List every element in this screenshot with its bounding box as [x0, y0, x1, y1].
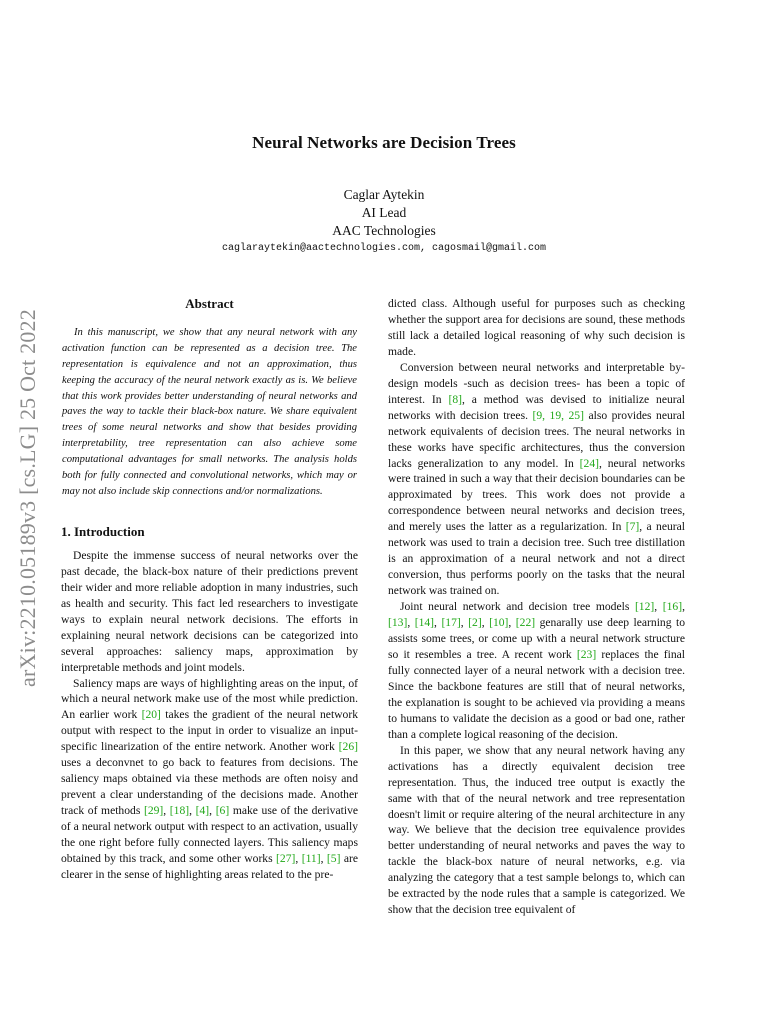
citation-link[interactable]: [10]	[489, 616, 509, 630]
citation-link[interactable]: [8]	[448, 392, 462, 406]
section-heading-introduction: 1. Introduction	[61, 523, 145, 539]
citation-link[interactable]: [4]	[195, 804, 210, 818]
citation-link[interactable]: [26]	[338, 740, 358, 754]
paper-title: Neural Networks are Decision Trees	[252, 133, 516, 152]
citation-link[interactable]: [16]	[662, 600, 683, 614]
citation-link[interactable]: [9, 19, 25]	[532, 408, 584, 422]
intro-paragraph-4: Conversion between neural networks and interpretable by-design models -such as decision trees- has been a topic of interest. In [8], a method was devised to initialize neural networks with decision trees. [9, 19, 25] also provides neural network equivalents of decision trees. The neural networks in these works have specific architectures, thus the conversion lacks generalization to any model. In [24], neural networks were trained in such a way that their decision boundaries can be approximated by trees. This work does not provide a correspondence between neural networks and decision trees, and merely uses the latter as a regularization. In [7], a neural network was used to train a decision tree. Such tree distillation is an approximation of a neural network and not a direct conversion, thus performs poorly on the tasks that the neural network was trained on.	[388, 360, 685, 598]
citation-link[interactable]: [23]	[576, 647, 597, 661]
right-column	[388, 296, 685, 918]
citation-link[interactable]: [2]	[468, 616, 482, 630]
citation-link[interactable]: [6]	[215, 804, 230, 818]
intro-paragraph-3: dicted class. Although useful for purposes such as checking whether the support area for decisions are sound, these methods still lack a detailed logical reasoning of why such decision is made.	[388, 297, 685, 358]
citation-link[interactable]: [12]	[634, 600, 655, 614]
intro-paragraph-2: Saliency maps are ways of highlighting areas on the input, of which a neural network make use of the most while prediction. An earlier work [20] takes the gradient of the neural network output with respect to the input in order to visualize an input-specific linearization of the entire network. Another work [26] uses a deconvnet to go back to features from decisions. The saliency maps obtained via these methods are often noisy and prevent a clear understanding of the decisions made. Another track of methods [29], [18], [4], [6] make use of the derivative of a neural network output with respect to an activation, usually the one right before fully connected layers. This saliency maps obtained by this track, and some other works [27], [11], [5] are clearer in the sense of highlighting areas related to the pre-	[61, 676, 359, 881]
citation-link[interactable]: [22]	[515, 616, 536, 630]
author-block	[0, 186, 768, 240]
arxiv-stamp: arXiv:2210.05189v3 [cs.LG] 25 Oct 2022	[15, 309, 40, 687]
author-affiliation: AAC Technologies	[332, 223, 436, 238]
intro-paragraph-1: Despite the immense success of neural networks over the past decade, the black-box nature of their predictions prevent their wider and more reliable adoption in many industries, such as health and security. This fact led researchers to investigate ways to explain neural network decisions. The efforts in explaining neural network decisions can be categorized into several approaches: saliency maps, approximation by interpretable methods and joint models.	[61, 548, 358, 674]
citation-link[interactable]: [13]	[388, 616, 408, 630]
intro-paragraph-6: In this paper, we show that any neural network having any activations has a directly equivalent decision tree representation. Thus, the induced tree output is exactly the same with that of the neural network and tree representation doesn't limit or require altering of the neural architecture in any way. We believe that the decision tree equivalence provides better understanding of neural networks and paves the way to tackle the black-box nature of neural networks, e.g. via analyzing the category that a test sample belongs to, which can be extracted by the node rules that a sample is categorized. We show that the decision tree equivalent of	[388, 743, 685, 917]
author-name: Caglar Aytekin	[343, 187, 425, 202]
citation-link[interactable]: [29]	[143, 804, 164, 818]
citation-link[interactable]: [17]	[441, 616, 461, 630]
abstract-heading: Abstract	[185, 296, 234, 311]
intro-paragraph-5: Joint neural network and decision tree models [12], [16], [13], [14], [17], [2], [10], [22] genarally use deep learning to assists some trees, or come up with a neural network structure so it resembles a tree. A recent work [23] replaces the final fully connected layer of a neural network with a decision tree. Since the backbone features are still that of neural networks, the explanation is sought to be achieved via providing a means to humans to validate the decision as a good or bad one, rather than a complete logical reasoning of the decision.	[388, 600, 686, 741]
citation-link[interactable]: [27]	[276, 851, 296, 865]
citation-link[interactable]: [20]	[141, 708, 161, 722]
citation-link[interactable]: [14]	[414, 616, 435, 630]
author-role: AI Lead	[361, 205, 407, 220]
citation-link[interactable]: [11]	[301, 851, 321, 865]
left-column	[61, 296, 358, 883]
abstract-body: In this manuscript, we show that any neural network with any activation function can be represented as a decision tree. The representation is equivalence and not an approximation, thus keeping the accuracy of the neural network exactly as is. We believe that this work provides better understanding of neural networks and paves the way to tackle their black-box nature. We share equivalent trees of some neural networks and show that besides providing interpretability, tree representation can also achieve some computational advantages for small networks. The analysis holds both for fully connected and convolutional networks, which may or may not also include skip connections and/or normalizations.	[62, 326, 357, 498]
citation-link[interactable]: [18]	[169, 804, 190, 818]
citation-link[interactable]: [7]	[625, 520, 640, 534]
citation-link[interactable]: [24]	[579, 456, 599, 470]
citation-link[interactable]: [5]	[326, 851, 341, 865]
author-emails: caglaraytekin@aactechnologies.com, cagosmail@gmail.com	[221, 243, 547, 254]
